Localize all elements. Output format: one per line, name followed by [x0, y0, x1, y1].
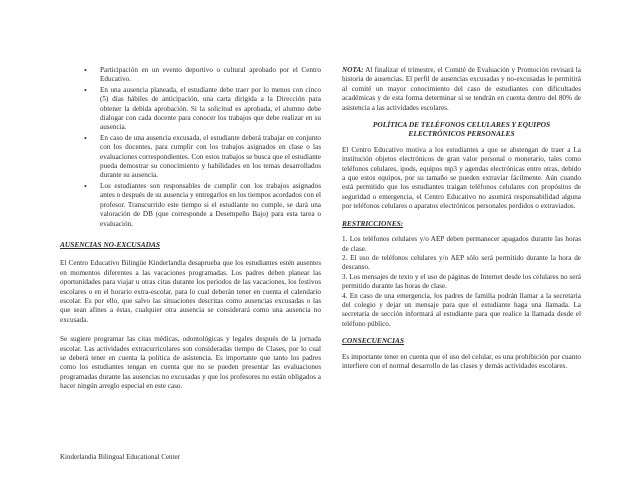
note-text: Al finalizar el trimestre, el Comité de Evaluación y Promoción revisará la historia de ausencias. El perfil de ausencias excusadas y no-excusadas le permitirá al comité un mayor conocimiento del caso de estudiantes con dificultades académicas y de esta forma determinar si se tendrán en cuenta dentro del 80% de asistencia a las actividades escolares. — [342, 66, 581, 112]
unexcused-paragraph-1: El Centro Educativo Bilingüe Kinderlandia desaprueba que los estudiantes estén ausentes en momentos diferentes a las vacaciones programadas. Los padres deben planear las oportunidades para viajar u otras citas durante los periodos de las vacaciones, los festivos escolares o en el horario extra-escolar, para lo cual deberán tener en cuenta el calendario escolar. Es por ello, que salvo las situaciones descritas como ausencias excusadas o las que sean afines a éstas, cualquier otra ausencia se considerará como una ausencia no excusada. — [60, 259, 321, 324]
restriction-item: 2. El uso de teléfonos celulares y/o AEP sólo será permitido durante la hora de descanso. — [342, 253, 581, 272]
note-label: NOTA: — [342, 66, 364, 74]
phone-policy-heading-line1: POLÍTICA DE TELÉFONOS CELULARES Y EQUIPOS — [372, 120, 551, 130]
consequences-text: Es importante tener en cuenta que el uso del celular, es una prohibición por cuanto interfiere con el normal desarrollo de las clases y demás actividades escolares. — [342, 352, 581, 370]
unexcused-absences-heading: AUSENCIAS NO-EXCUSADAS — [60, 239, 161, 249]
right-column — [342, 66, 581, 371]
bullet-item: • En caso de una ausencia excusada, el estudiante deberá trabajar en conjunto con los docentes, para cumplir con los trabajos asignados en clase o las evaluaciones correspondientes. Con estos trabajos se busca que el estudiante pueda demostrar su conocimiento y habilidades en los temas desarrollados durante su ausencia. — [100, 134, 321, 181]
restriction-item: 1. Los teléfonos celulares y/o AEP deben permanecer apagados durante las horas de clase. — [342, 235, 581, 253]
phone-policy-text: El Centro Educativo motiva a los estudiantes a que se abstengan de traer a La institución objetos electrónicos de gran valor personal o monetario, tales como teléfonos celulares, ipods, equipos mp3 y agendas electrónicas entre otras, debido a que estos equipos, por su tamaño se pueden extraviar fácilmente. Aún cuando está permitido que los estudiantes traigan teléfonos celulares con propósitos de seguridad o emergencia, el Centro Educativo no asumirá responsabilidad alguna por teléfonos celulares o aparatos electrónicos personales perdidos o extraviados. — [342, 145, 581, 211]
left-column — [60, 66, 321, 392]
bullet-item: • Los estudiantes son responsables de cumplir con los trabajos asignados antes o después de su ausencia y entregarlos en los tiempos acordados con el profesor. Transcurrido este tiempo si el estudiante no cumple, se dará una valoración de DB (que corresponde a Desempeño Bajo) para esta tarea o evaluación. — [100, 182, 321, 229]
restrictions-heading: RESTRICCIONES: — [342, 218, 404, 228]
consequences-heading: CONSECUENCIAS — [342, 336, 405, 346]
page-footer: Kinderlandia Bilingual Educational Center — [60, 453, 180, 461]
bullet-item: • Participación en un evento deportivo o cultural aprobado por el Centro Educativo. — [100, 66, 321, 85]
note-paragraph — [342, 66, 581, 113]
restriction-item: 4. En caso de una emergencia, los padres de familia podrán llamar a la secretaria del colegio y dejar un mensaje para que el estudiante haga una llamada. La secretaria de sección informará al estudiante para que realice la llamada desde el teléfono público. — [342, 291, 581, 328]
bullet-item: • En una ausencia planeada, el estudiante debe traer por lo menos con cinco (5) días hábiles de anticipación, una carta dirigida a la Dirección para obtener la debida aprobación. Si la solicitud es aprobada, el alumno debe dialogar con cada docente para conocer los trabajos que debe realizar en su ausencia. — [100, 86, 321, 133]
unexcused-paragraph-2: Se sugiere programar las citas médicas, odontológicas y legales después de la jornada escolar. Las actividades extracurriculares son consideradas tiempo de Clases, por lo cual se deberá tener en cuenta la política de asistencia. Es importante que tanto los padres como los estudiantes tengan en cuenta que no se pueden presentar las evaluaciones programadas durante las ausencias no excusadas y que los profesores no están obligados a hacer ningún arreglo especial en este caso. — [60, 335, 321, 391]
restriction-item: 3. Los mensajes de texto y el uso de páginas de Internet desde los celulares no será permitido durante las horas de clase. — [342, 272, 581, 291]
phone-policy-heading-line2: ELECTRÓNICOS PERSONALES — [408, 129, 515, 139]
excused-absence-bullets — [60, 66, 321, 229]
